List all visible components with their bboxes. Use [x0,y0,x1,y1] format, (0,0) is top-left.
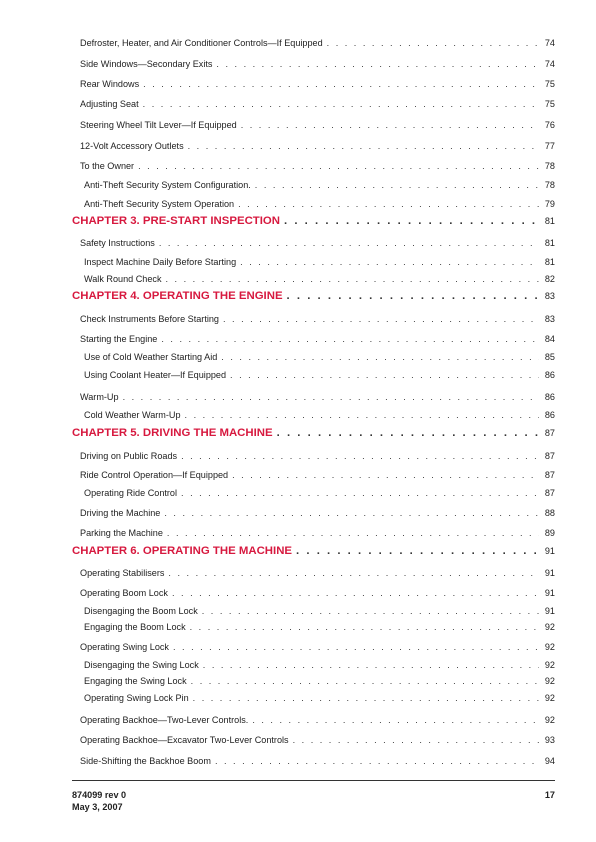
toc-entry [72,756,555,766]
toc-entry [72,274,555,284]
toc-entry [72,59,555,69]
footer-date: May 3, 2007 [72,802,123,812]
toc-entry [72,120,555,130]
toc-entry-title: Warm-Up [80,392,119,402]
toc-entry-page: 92 [544,676,555,686]
toc-entry [72,568,555,578]
toc-entry-page: 92 [544,660,555,670]
toc-entry-page: 74 [544,38,555,48]
toc-entry [72,588,555,598]
toc-entry-page: 75 [544,99,555,109]
toc-entry-page: 75 [544,79,555,89]
toc-entry-page: 83 [544,314,555,324]
toc-entry-title: Operating Boom Lock [80,588,168,598]
toc-entry-title: Anti-Theft Security System Configuration. [84,180,251,190]
toc-dot-leader [221,352,539,362]
toc-entry-title: Using Coolant Heater—If Equipped [84,370,227,380]
toc-entry-title: Anti-Theft Security System Operation [84,199,235,209]
toc-dot-leader [138,161,539,171]
toc-dot-leader [255,180,539,190]
toc-entry [72,238,555,248]
toc-dot-leader [191,676,539,686]
toc-entry-title: Walk Round Check [84,274,162,284]
toc-dot-leader [284,215,539,227]
toc-entry-page: 79 [544,199,555,209]
toc-entry-page: 94 [544,756,555,766]
toc-entry-title: Check Instruments Before Starting [80,314,219,324]
toc-dot-leader [143,99,539,109]
toc-entry-page: 91 [544,568,555,578]
toc-dot-leader [181,451,539,461]
toc-entry-page: 87 [544,470,555,480]
toc-entry-page: 82 [544,274,555,284]
toc-dot-leader [223,314,539,324]
toc-entry-page: 81 [544,216,555,226]
toc-entry-title: Driving the Machine [80,508,161,518]
toc-entry-title: Disengaging the Boom Lock [84,606,198,616]
toc-entry-page: 76 [544,120,555,130]
toc-entry [72,470,555,480]
toc-dot-leader [190,622,539,632]
footer-doc-number: 874099 rev 0 [72,790,127,800]
toc-entry [72,676,555,686]
toc-entry [72,660,555,670]
toc-entry-page: 86 [544,410,555,420]
toc-entry [72,161,555,171]
toc-entry [72,180,555,190]
toc-entry-title: Disengaging the Swing Lock [84,660,199,670]
toc-entry-page: 78 [544,161,555,171]
toc-entry-page: 74 [544,59,555,69]
toc-entry-page: 85 [544,352,555,362]
toc-entry-title: Steering Wheel Tilt Lever—If Equipped [80,120,237,130]
toc-entry-page: 86 [544,392,555,402]
toc-dot-leader [293,735,539,745]
toc-entry-title: Operating Ride Control [84,488,178,498]
toc-dot-leader [215,756,539,766]
toc-entry-title: CHAPTER 3. PRE-START INSPECTION [72,215,281,227]
toc-entry-title: Operating Swing Lock Pin [84,693,189,703]
toc-entry [72,199,555,209]
toc-entry-page: 87 [544,428,555,438]
toc-entry [72,488,555,498]
toc-entry-title: Operating Backhoe—Excavator Two-Lever Controls [80,735,289,745]
toc-dot-leader [327,38,539,48]
toc-dot-leader [232,470,539,480]
toc-entry-title: Operating Swing Lock [80,642,169,652]
toc-dot-leader [161,334,539,344]
toc-entry [72,99,555,109]
toc-dot-leader [173,642,539,652]
toc-dot-leader [241,120,539,130]
toc-entry-page: 92 [544,642,555,652]
toc-dot-leader [238,199,539,209]
toc-entry [72,370,555,380]
toc-dot-leader [188,141,539,151]
toc-dot-leader [172,588,539,598]
toc-entry-page: 91 [544,588,555,598]
toc-entry-title: Ride Control Operation—If Equipped [80,470,229,480]
toc-entry-title: CHAPTER 6. OPERATING THE MACHINE [72,545,293,557]
toc-entry [72,642,555,652]
toc-dot-leader [181,488,539,498]
toc-dot-leader [296,545,539,557]
footer-divider [72,780,555,781]
toc-entry-title: Defroster, Heater, and Air Conditioner Controls—If Equipped [80,38,323,48]
toc-entry-page: 83 [544,291,555,301]
toc-entry-page: 84 [544,334,555,344]
toc-dot-leader [193,693,539,703]
toc-entry-page: 92 [544,622,555,632]
toc-entry-page: 81 [544,238,555,248]
toc-entry [72,622,555,632]
toc-entry [72,392,555,402]
toc-entry-title: Engaging the Swing Lock [84,676,187,686]
footer-page-number: 17 [544,790,555,800]
toc-chapter-heading [72,290,555,302]
toc-dot-leader [166,274,540,284]
toc-entry-title: Driving on Public Roads [80,451,178,461]
toc-entry-title: Parking the Machine [80,528,163,538]
toc-entry [72,451,555,461]
toc-entry-page: 77 [544,141,555,151]
toc-entry-title: Rear Windows [80,79,140,89]
toc-dot-leader [252,715,539,725]
toc-entry-page: 91 [544,546,555,556]
toc-entry-title: Use of Cold Weather Starting Aid [84,352,218,362]
toc-entry-page: 88 [544,508,555,518]
toc-entry [72,508,555,518]
toc-entry-page: 92 [544,693,555,703]
toc-entry-title: Inspect Machine Daily Before Starting [84,257,237,267]
toc-entry-title: To the Owner [80,161,135,171]
toc-entry [72,38,555,48]
toc-entry [72,257,555,267]
toc-chapter-heading [72,545,555,557]
toc-dot-leader [216,59,539,69]
toc-dot-leader [287,290,539,302]
toc-chapter-heading [72,215,555,227]
toc-entry-title: Adjusting Seat [80,99,139,109]
toc-entry-title: Safety Instructions [80,238,155,248]
toc-entry-title: 12-Volt Accessory Outlets [80,141,184,151]
toc-entry [72,352,555,362]
toc-dot-leader [168,568,539,578]
toc-entry-page: 87 [544,488,555,498]
toc-dot-leader [167,528,539,538]
toc-dot-leader [143,79,539,89]
toc-entry-title: Cold Weather Warm-Up [84,410,181,420]
toc-entry [72,693,555,703]
toc-entry-page: 92 [544,715,555,725]
toc-entry-title: Operating Stabilisers [80,568,165,578]
toc-dot-leader [202,606,539,616]
toc-entry-title: Side Windows—Secondary Exits [80,59,213,69]
toc-entry [72,141,555,151]
toc-dot-leader [185,410,539,420]
toc-entry-title: Engaging the Boom Lock [84,622,186,632]
toc-entry [72,735,555,745]
toc-entry-page: 78 [544,180,555,190]
toc-entry [72,314,555,324]
toc-entry [72,334,555,344]
toc-entry-title: CHAPTER 4. OPERATING THE ENGINE [72,290,283,302]
toc-dot-leader [164,508,539,518]
toc-entry-title: Starting the Engine [80,334,158,344]
toc-entry [72,79,555,89]
toc-entry [72,715,555,725]
toc-entry-page: 91 [544,606,555,616]
toc-entry-title: Operating Backhoe—Two-Lever Controls. [80,715,249,725]
toc-dot-leader [277,427,539,439]
toc-entry [72,528,555,538]
toc-entry [72,606,555,616]
toc-dot-leader [159,238,539,248]
toc-entry-page: 86 [544,370,555,380]
toc-entry [72,410,555,420]
toc-dot-leader [240,257,539,267]
toc-entry-page: 93 [544,735,555,745]
toc-entry-title: CHAPTER 5. DRIVING THE MACHINE [72,427,273,439]
toc-entry-page: 81 [544,257,555,267]
toc-dot-leader [123,392,539,402]
toc-entry-page: 87 [544,451,555,461]
toc-chapter-heading [72,427,555,439]
toc-dot-leader [230,370,539,380]
toc-entry-title: Side-Shifting the Backhoe Boom [80,756,211,766]
toc-entry-page: 89 [544,528,555,538]
toc-dot-leader [203,660,539,670]
